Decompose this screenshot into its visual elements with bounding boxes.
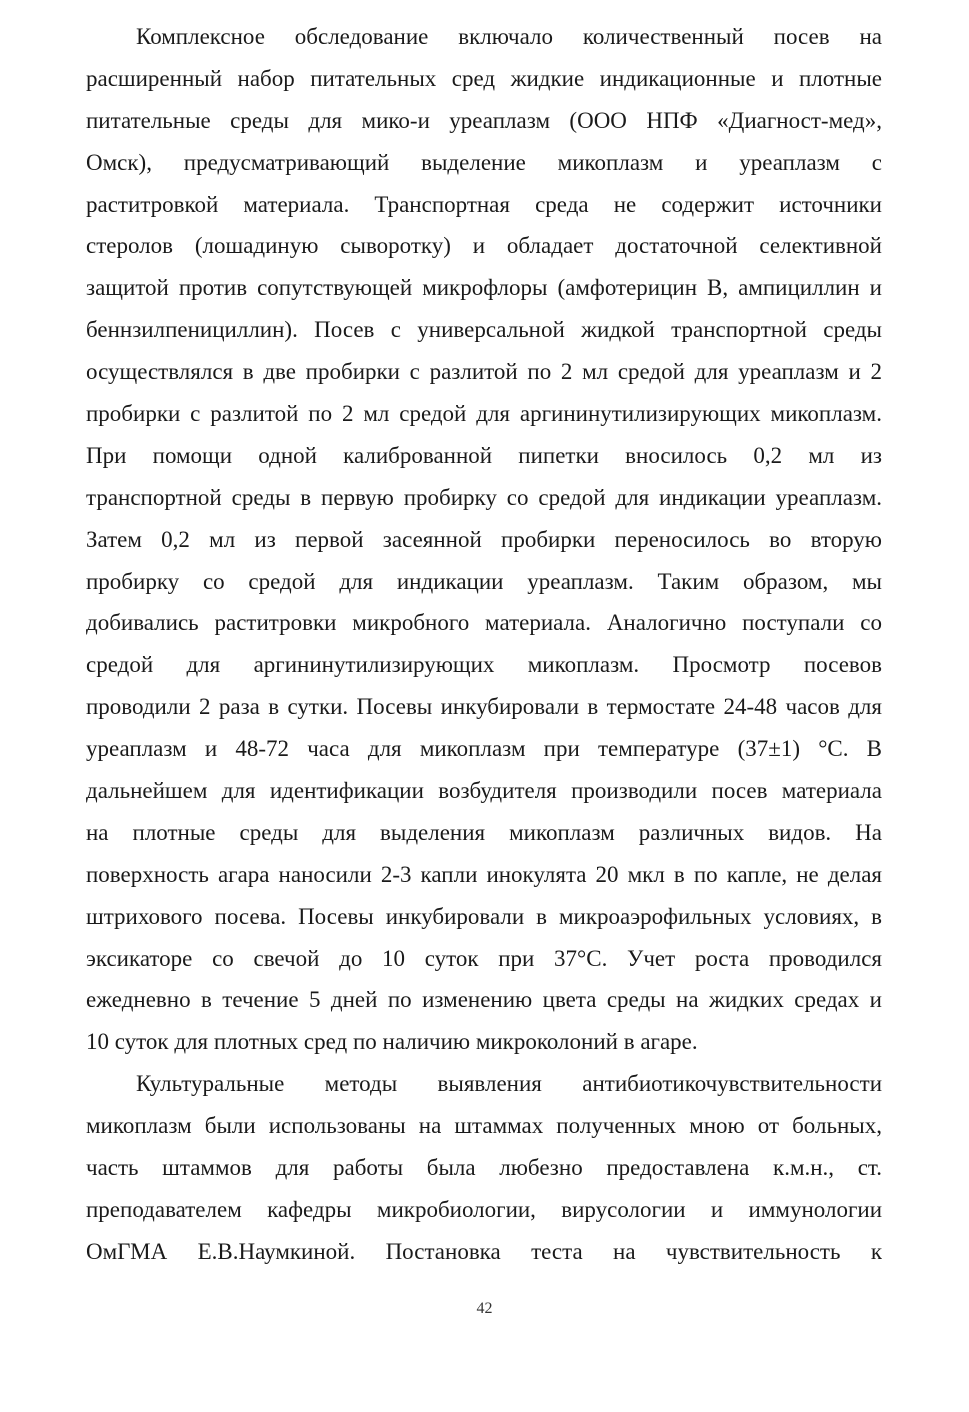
text-line: Омск), предусматривающий выделение микоплазм и уреаплазм с (86, 149, 882, 175)
text-line: Комплексное обследование включало количественный посев на (136, 24, 882, 49)
text-line: Затем 0,2 мл из первой засеянной пробирки переносилось во вторую (86, 526, 882, 552)
text-line: поверхность агара наносили 2-3 капли инокулята 20 мкл в по капле, не делая (86, 861, 882, 887)
text-line: пробирки с разлитой по 2 мл средой для аргининутилизирующих микоплазм. (86, 401, 882, 427)
text-line: 10 суток для плотных сред по наличию микроколоний в агаре. (86, 1029, 698, 1055)
text-line: на плотные среды для выделения микоплазм различных видов. На (86, 819, 882, 845)
text-line: проводили 2 раза в сутки. Посевы инкубировали в термостате 24-48 часов для (86, 694, 882, 720)
text-line: добивались раститровки микробного материала. Аналогично поступали со (86, 610, 882, 636)
text-line: преподавателем кафедры микробиологии, вирусологии и иммунологии (86, 1196, 882, 1222)
text-line: микоплазм были использованы на штаммах полученных мною от больных, (86, 1113, 882, 1139)
text-line: Культуральные методы выявления антибиотикочувствительности (136, 1071, 882, 1097)
paragraph-2 (86, 1063, 882, 1272)
body-text (86, 16, 882, 1273)
text-line: эксикаторе со свечой до 10 суток при 37°С. Учет роста проводился (86, 945, 882, 971)
text-line: стеролов (лошадиную сыворотку) и обладает достаточной селективной (86, 233, 882, 259)
text-line: дальнейшем для идентификации возбудителя производили посев материала (86, 778, 882, 804)
text-line: транспортной среды в первую пробирку со средой для индикации уреаплазм. (86, 484, 882, 510)
text-line: беннзилпенициллин). Посев с универсальной жидкой транспортной среды (86, 317, 882, 343)
text-line: При помощи одной калиброванной пипетки вносилось 0,2 мл из (86, 442, 882, 468)
text-line: уреаплазм и 48-72 часа для микоплазм при температуре (37±1) °С. В (86, 736, 882, 762)
text-line: защитой против сопутствующей микрофлоры (амфотерицин В, ампициллин и (86, 275, 882, 301)
text-line: раститровкой материала. Транспортная среда не содержит источники (86, 191, 882, 217)
text-line: штрихового посева. Посевы инкубировали в микроаэрофильных условиях, в (86, 903, 882, 929)
text-line: расширенный набор питательных сред жидкие индикационные и плотные (86, 65, 882, 91)
text-line: пробирку со средой для индикации уреаплазм. Таким образом, мы (86, 568, 882, 594)
text-line: питательные среды для мико-и уреаплазм (ООО НПФ «Диагност-мед», (86, 107, 882, 133)
text-line: часть штаммов для работы была любезно предоставлена к.м.н., ст. (86, 1155, 882, 1181)
text-line: ежедневно в течение 5 дней по изменению цвета среды на жидких средах и (86, 987, 882, 1013)
page-number: 42 (476, 1300, 493, 1317)
text-line: осуществлялся в две пробирки с разлитой по 2 мл средой для уреаплазм и 2 (86, 359, 882, 385)
text-line: средой для аргининутилизирующих микоплазм. Просмотр посевов (86, 652, 882, 678)
text-line: ОмГМА Е.В.Наумкиной. Постановка теста на чувствительность к (86, 1238, 882, 1264)
paragraph-1 (86, 16, 882, 1063)
